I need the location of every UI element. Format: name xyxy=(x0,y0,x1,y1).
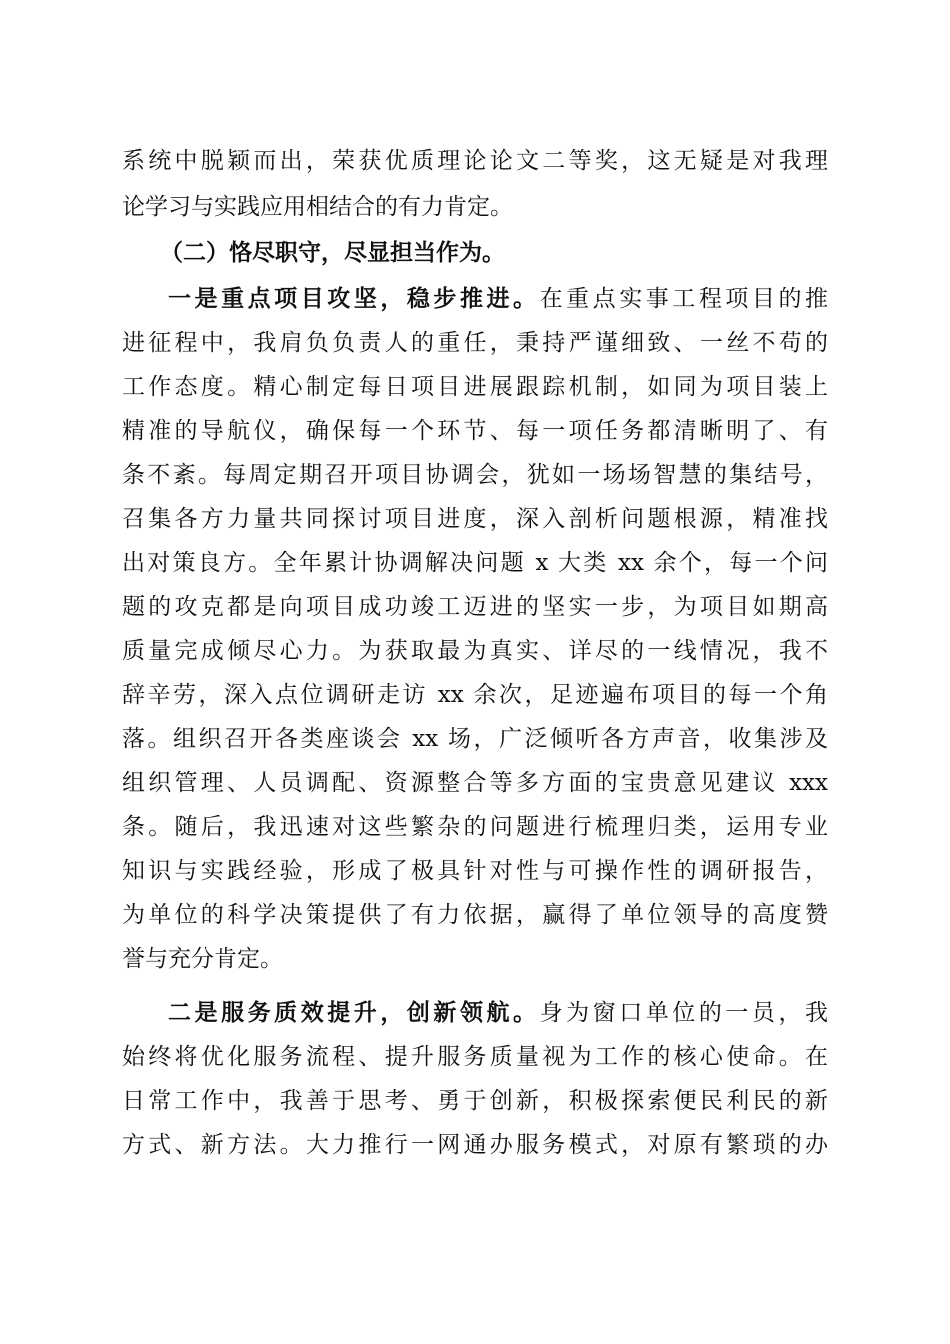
text-line: 知识与实践经验，形成了极具针对性与可操作性的调研报告， xyxy=(122,858,828,884)
text-line: 方式、新方法。大力推行一网通办服务模式，对原有繁琐的办 xyxy=(122,1132,828,1158)
text-line: 精准的导航仪，确保每一个环节、每一项任务都清晰明了、有 xyxy=(122,418,828,444)
text-line: 誉与充分肯定。 xyxy=(122,946,283,972)
text-line: 日常工作中，我善于思考、勇于创新，积极探索便民利民的新 xyxy=(122,1088,828,1114)
text-line: 工作态度。精心制定每日项目进展跟踪机制，如同为项目装上 xyxy=(122,374,828,400)
lead-sentence: 二是服务质效提升，创新领航。 xyxy=(168,999,540,1026)
text-line: 质量完成倾尽心力。为获取最为真实、详尽的一线情况，我不 xyxy=(122,638,828,664)
section-heading: （二）恪尽职守，尽显担当作为。 xyxy=(160,239,505,266)
text-run: 身为窗口单位的一员，我 xyxy=(539,1000,829,1026)
text-run: 在重点实事工程项目的推 xyxy=(539,286,829,312)
text-line: 出对策良方。全年累计协调解决问题 x 大类 xx 余个，每一个问 xyxy=(122,550,828,576)
paragraph-first-line xyxy=(168,992,828,1034)
text-line: 辞辛劳，深入点位调研走访 xx 余次，足迹遍布项目的每一个角 xyxy=(122,682,828,708)
text-line: 始终将优化服务流程、提升服务质量视为工作的核心使命。在 xyxy=(122,1044,828,1070)
text-line: 条。随后，我迅速对这些繁杂的问题进行梳理归类，运用专业 xyxy=(122,814,828,840)
text-line: 组织管理、人员调配、资源整合等多方面的宝贵意见建议 xxx xyxy=(122,770,828,796)
text-line: 为单位的科学决策提供了有力依据，赢得了单位领导的高度赞 xyxy=(122,902,828,928)
text-line: 题的攻克都是向项目成功竣工迈进的坚实一步，为项目如期高 xyxy=(122,594,828,620)
text-line: 系统中脱颖而出，荣获优质理论论文二等奖，这无疑是对我理 xyxy=(122,148,828,174)
text-line: 召集各方力量共同探讨项目进度，深入剖析问题根源，精准找 xyxy=(122,506,828,532)
lead-sentence: 一是重点项目攻坚，稳步推进。 xyxy=(168,285,540,312)
paragraph-first-line xyxy=(168,278,828,320)
text-line: 条不紊。每周定期召开项目协调会，犹如一场场智慧的集结号， xyxy=(122,462,828,488)
text-line: 进征程中，我肩负负责人的重任，秉持严谨细致、一丝不苟的 xyxy=(122,330,828,356)
text-line: 论学习与实践应用相结合的有力肯定。 xyxy=(122,194,513,220)
text-line: 落。组织召开各类座谈会 xx 场，广泛倾听各方声音，收集涉及 xyxy=(122,726,828,752)
